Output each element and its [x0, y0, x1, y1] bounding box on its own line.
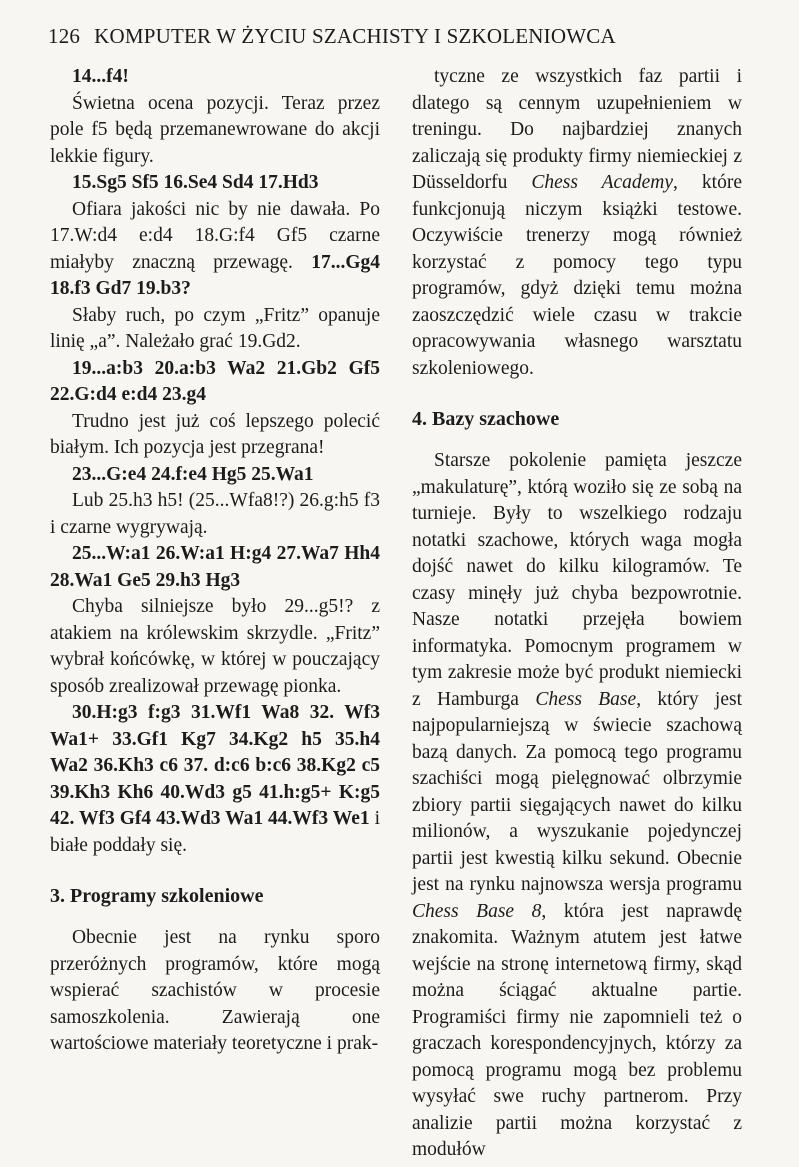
- commentary-text: Ofiara jakości nic by nie dawała. Po 17.W:d4 e:d4 18.G:f4 Gf5 czarne miałyby znaczną przewagę.: [50, 198, 380, 273]
- page-number: 126: [48, 24, 81, 48]
- move-text: 19...a:b3 20.a:b3 Wa2 21.Gb2 Gf5 22.G:d4 e:d4 23.g4: [50, 357, 380, 405]
- running-header: [48, 24, 788, 49]
- body-text: Starsze pokolenie pamięta jeszcze „makulaturę”, którą woziło się ze sobą na turnieje. Były to wszelkiego rodzaju notatki szachowe, których waga mogła dojść nawet do kilku kilogramów. Te czasy minęły już chyba bezpowrotnie. Nasze notatki przejęła bowiem informatyka. Pomocnym programem w tym zakresie może być produkt niemiecki z Hamburga: [412, 450, 742, 710]
- body-text: , która jest naprawdę znakomita. Ważnym atutem jest łatwe wejście na stronę internetową firmy, skąd można ściągać aktualne partie. Programiści firmy nie zapomnieli też o graczach korespondencyjnych, którzy za pomocą programu mogą bez problemu wysyłać swe ruchy partnerom. Przy analizie partii można korzystać z modułów: [412, 900, 742, 1160]
- move-text: 25...W:a1 26.W:a1 H:g4 27.Wa7 Hh4 28.Wa1 Ge5 29.h3 Hg3: [50, 543, 380, 591]
- commentary: Chyba silniejsze było 29...g5!? z atakiem na królewskim skrzydle. „Fritz” wybrał końcówkę, w której w pouczający sposób zrealizował przewagę pionka.: [50, 596, 380, 697]
- right-column: [412, 64, 742, 1164]
- commentary: Słaby ruch, po czym „Fritz” opanuje linię „a”. Należało grać 19.Gd2.: [50, 304, 380, 352]
- product-name: Chess Base 8: [412, 900, 542, 922]
- commentary: Świetna ocena pozycji. Teraz przez pole f5 będą przemanewrowane do akcji lekkie figury.: [50, 92, 380, 167]
- move-text: 15.Sg5 Sf5 16.Se4 Sd4 17.Hd3: [72, 172, 319, 193]
- body-text: , który jest najpopularniejszą w świecie szachową bazą danych. Za pomocą tego programu szachiści mogą pielęgnować olbrzymie zbiory partii sięgających nawet do kilku milionów, a wyszukanie pojedynczej partii jest kwestią kilku sekund. Obecnie jest na rynku najnowsza wersja programu: [412, 688, 743, 895]
- commentary: Trudno jest już coś lepszego polecić białym. Ich pozycja jest przegrana!: [50, 410, 380, 458]
- move-text: 23...G:e4 24.f:e4 Hg5 25.Wa1: [72, 463, 314, 485]
- left-column: [50, 64, 380, 1058]
- product-name: Chess Academy: [531, 172, 674, 193]
- move-text: 30.H:g3 f:g3 31.Wf1 Wa8 32. Wf3 Wa1+ 33.Gf1 Kg7 34.Kg2 h5 35.h4 Wa2 36.Kh3 c6 37. d:c6 b:c6 38.Kg2 c5 39.Kh3 Kh6 40.Wd3 g5 41.h:g5+ K:g5 42. Wf3 Gf4 43.Wd3 Wa1 44.Wf3 We1: [50, 702, 380, 829]
- commentary: [50, 197, 380, 303]
- running-title: KOMPUTER W ŻYCIU SZACHISTY I SZKOLENIOWCA: [94, 24, 616, 48]
- section-heading: 4. Bazy szachowe: [412, 408, 560, 430]
- body-text: , które funkcjonują niczym książki testowe. Oczywiście trenerzy mogą również korzystać z pomocy tego typu programów, gdyż dzięki temu można zaoszczędzić wiele czasu w trakcie opracowywania własnego warsztatu szkoleniowego.: [412, 172, 742, 379]
- product-name: Chess Base: [535, 688, 637, 710]
- body-paragraph: [412, 64, 742, 382]
- body-paragraph: Obecnie jest na rynku sporo przeróżnych programów, które mogą wspierać szachistów w procesie samoszkolenia. Zawierają one wartościowe materiały teoretyczne i prak-: [50, 927, 380, 1054]
- move-text: 14...f4!: [72, 66, 129, 87]
- section-heading: 3. Programy szkoleniowe: [50, 885, 264, 907]
- commentary: Lub 25.h3 h5! (25...Wfa8!?) 26.g:h5 f3 i czarne wygrywają.: [50, 490, 380, 538]
- body-paragraph: [412, 448, 742, 1164]
- result-text: i białe poddały się.: [50, 808, 380, 856]
- move-inline: 17...Gg4 18.f3 Gd7 19.b3?: [50, 251, 380, 299]
- move-paragraph: [50, 700, 380, 859]
- body-text: tyczne ze wszystkich faz partii i dlatego są cennym uzupełnieniem w treningu. Do najbardziej znanych zaliczają się produkty firmy niemieckiej z Düsseldorfu: [412, 66, 742, 193]
